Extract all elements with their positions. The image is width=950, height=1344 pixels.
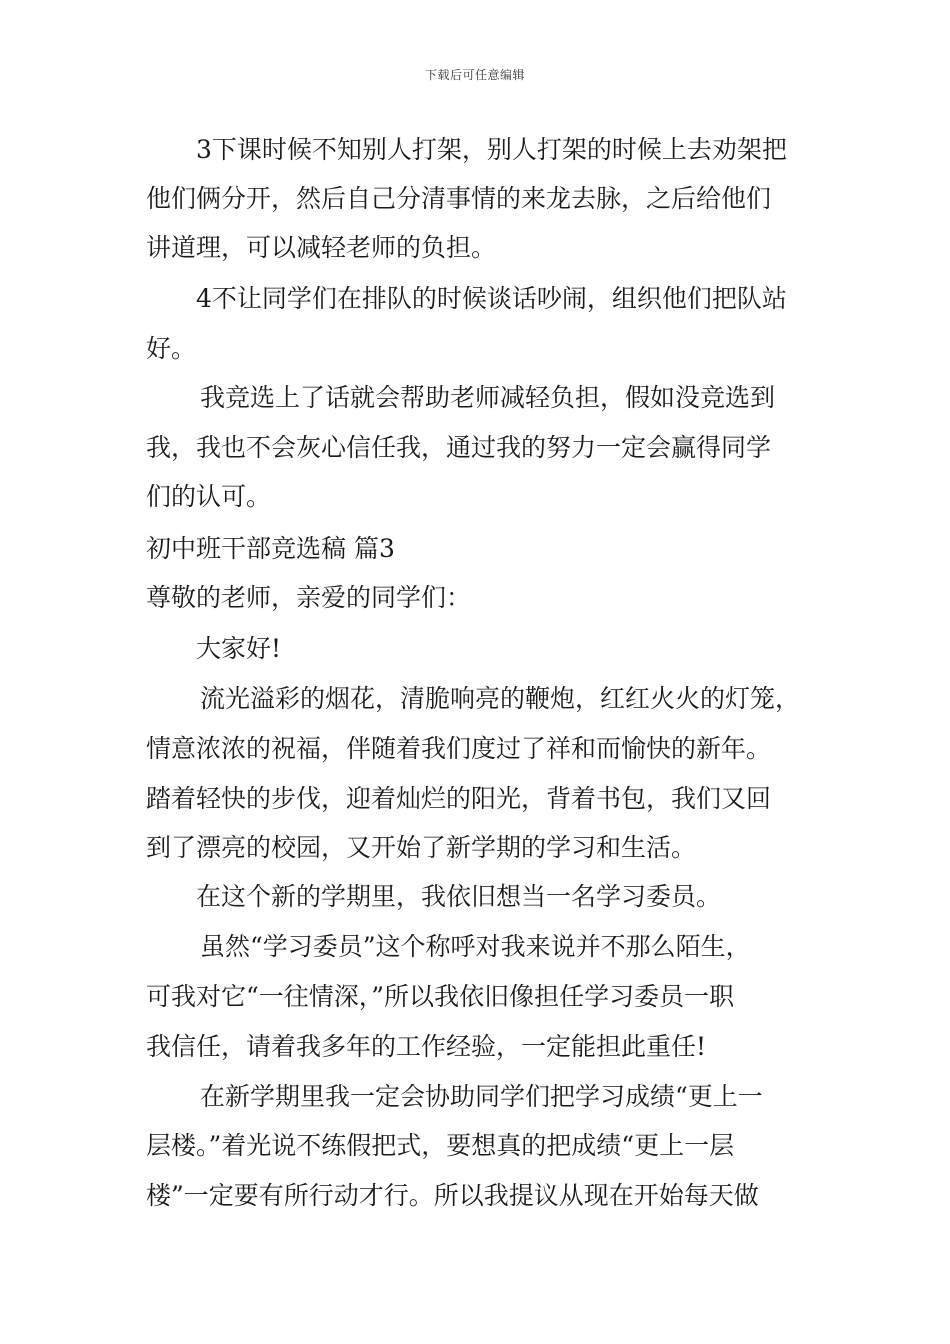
text-line: 在这个新的学期里，我依旧想当一名学习委员。 [196,882,722,911]
text-line: 层楼。”着光说不练假把式，要想真的把成绩“更上一层 [146,1131,735,1160]
text-line: 3下课时候不知别人打架，别人打架的时候上去劝架把 [196,135,787,164]
text-line: 情意浓浓的祝福，伴随着我们度过了祥和而愉快的新年。 [146,734,772,763]
text-line: 流光溢彩的烟花，清脆响亮的鞭炮，红红火火的灯笼， [200,684,801,713]
text-line: 我竞选上了话就会帮助老师减轻负担，假如没竞选到 [200,383,776,412]
section-heading: 初中班干部竞选稿 篇3 [146,534,395,563]
salutation: 尊敬的老师，亲爱的同学们： [146,583,472,612]
text-line: 在新学期里我一定会协助同学们把学习成绩“更上一 [200,1082,763,1111]
text-line: 他们俩分开，然后自己分清事情的来龙去脉，之后给他们 [146,184,772,213]
text-line: 踏着轻快的步伐，迎着灿烂的阳光，背着书包，我们又回 [146,784,772,813]
text-line: 4不让同学们在排队的时候谈话吵闹，组织他们把队站 [196,284,787,313]
text-line: 讲道理，可以减轻老师的负担。 [146,233,497,262]
text-line: 们的认可。 [146,482,272,511]
greeting: 大家好! [196,634,282,663]
text-line: 好。 [146,334,197,363]
text-line: 到了漂亮的校园，又开始了新学期的学习和生活。 [146,833,697,862]
text-line: 我信任，请着我多年的工作经验，一定能担此重任! [146,1032,707,1061]
text-line: 可我对它“一往情深，”所以我依旧像担任学习委员一职 [146,982,735,1011]
page-header-note: 下载后可任意编辑 [424,68,525,82]
text-line: 虽然“学习委员”这个称呼对我来说并不那么陌生， [200,932,751,961]
text-line: 楼”一定要有所行动才行。所以我提议从现在开始每天做 [146,1181,759,1210]
text-line: 我，我也不会灰心信任我，通过我的努力一定会赢得同学 [146,433,772,462]
